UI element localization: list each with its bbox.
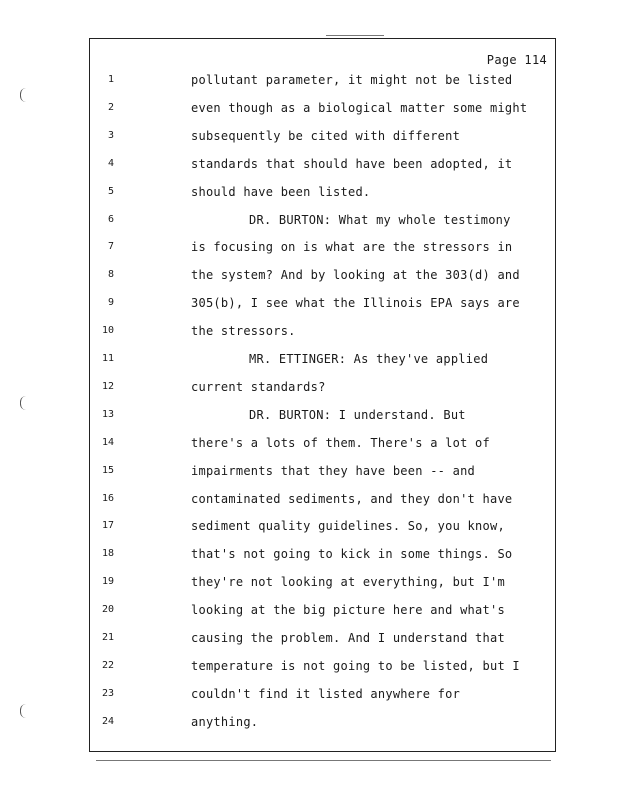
transcript-line <box>90 572 555 592</box>
line-number: 9 <box>107 297 114 309</box>
line-text: the system? And by looking at the 303(d) and <box>191 268 520 283</box>
line-text: should have been listed. <box>191 184 371 199</box>
line-text: DR. BURTON: I understand. But <box>249 407 466 422</box>
line-number: 18 <box>101 548 114 560</box>
line-text: current standards? <box>191 379 326 394</box>
line-text: couldn't find it listed anywhere for <box>191 686 461 701</box>
page-number: Page 114 <box>486 53 547 67</box>
line-text: looking at the big picture here and what's <box>191 603 505 618</box>
line-text: the stressors. <box>191 324 296 339</box>
line-text: 305(b), I see what the Illinois EPA says are <box>191 296 520 311</box>
line-number: 22 <box>101 659 114 671</box>
line-number: 20 <box>101 604 114 616</box>
transcript-line <box>90 98 555 118</box>
transcript-line <box>90 544 555 564</box>
line-text: anything. <box>191 714 259 729</box>
line-text: they're not looking at everything, but I'm <box>191 575 505 590</box>
transcript-line <box>90 600 555 620</box>
line-number: 19 <box>101 576 114 588</box>
line-number: 14 <box>101 436 114 448</box>
line-number: 2 <box>107 101 114 113</box>
line-number: 16 <box>101 492 114 504</box>
transcript-line <box>90 265 555 285</box>
transcript-line <box>90 405 555 425</box>
line-text: there's a lots of them. There's a lot of <box>191 435 490 450</box>
line-number: 3 <box>107 129 114 141</box>
transcript-line <box>90 154 555 174</box>
line-text: standards that should have been adopted, it <box>191 156 513 171</box>
line-number: 15 <box>101 464 114 476</box>
line-number: 24 <box>101 715 114 727</box>
scan-artifact-bottom <box>96 760 551 761</box>
line-number: 6 <box>107 213 114 225</box>
line-number: 12 <box>101 380 114 392</box>
line-text: even though as a biological matter some might <box>191 100 528 115</box>
line-text: impairments that they have been -- and <box>191 463 476 478</box>
line-number: 8 <box>107 269 114 281</box>
line-number: 11 <box>101 353 114 364</box>
transcript-line <box>90 712 555 732</box>
binding-hole-mark <box>20 704 27 718</box>
line-number: 23 <box>101 687 114 699</box>
line-number: 10 <box>101 325 114 337</box>
line-text: sediment quality guidelines. So, you know, <box>191 519 505 534</box>
line-text: MR. ETTINGER: As they've applied <box>249 352 489 366</box>
line-text: pollutant parameter, it might not be listed <box>191 73 513 87</box>
transcript-line <box>90 349 555 369</box>
transcript-line <box>90 321 555 341</box>
line-text: DR. BURTON: What my whole testimony <box>249 212 511 227</box>
transcript-line <box>90 656 555 676</box>
transcript-line <box>90 210 555 230</box>
transcript-line <box>90 182 555 202</box>
scan-artifact-top <box>326 35 384 36</box>
line-number: 5 <box>107 185 114 197</box>
line-text: causing the problem. And I understand that <box>191 631 505 645</box>
transcript-line <box>90 461 555 481</box>
line-number: 4 <box>107 157 114 169</box>
line-text: contaminated sediments, and they don't have <box>191 491 513 506</box>
line-number: 1 <box>107 74 114 85</box>
binding-hole-mark <box>20 396 27 410</box>
line-number: 13 <box>101 408 114 420</box>
line-text: subsequently be cited with different <box>191 128 461 143</box>
line-text: temperature is not going to be listed, but I <box>191 658 520 673</box>
binding-hole-mark <box>20 88 27 102</box>
transcript-line <box>90 516 555 536</box>
line-text: that's not going to kick in some things. So <box>191 547 513 562</box>
line-number: 17 <box>101 520 114 532</box>
transcript-page <box>89 38 556 752</box>
transcript-line <box>90 237 555 257</box>
transcript-line <box>90 126 555 146</box>
transcript-line <box>90 377 555 397</box>
transcript-line <box>90 433 555 453</box>
transcript-line <box>90 70 555 90</box>
transcript-line <box>90 628 555 648</box>
transcript-line <box>90 489 555 509</box>
line-text: is focusing on is what are the stressors in <box>191 240 513 255</box>
line-number: 7 <box>107 241 114 253</box>
transcript-line <box>90 684 555 704</box>
transcript-line <box>90 293 555 313</box>
line-number: 21 <box>101 632 114 643</box>
